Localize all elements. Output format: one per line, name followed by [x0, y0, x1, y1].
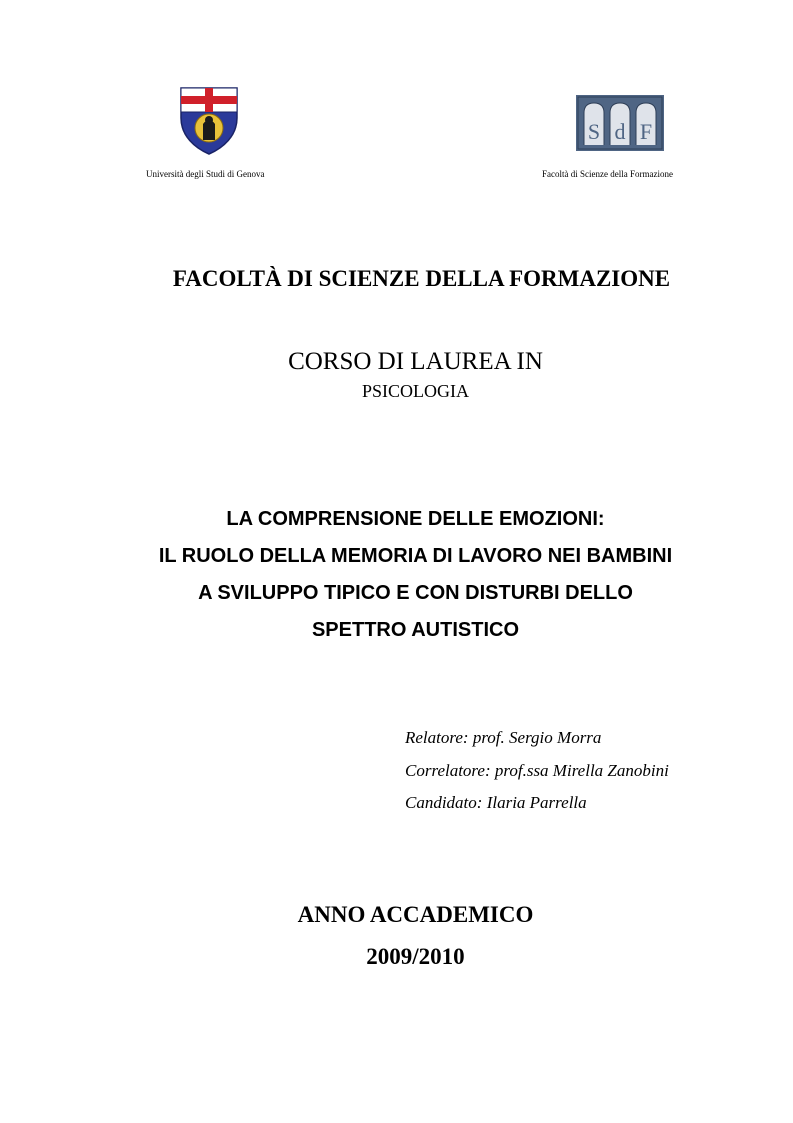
academic-year-value: 2009/2010: [366, 944, 465, 969]
course-title: CORSO DI LAUREA IN: [288, 348, 543, 375]
thesis-title-line: IL RUOLO DELLA MEMORIA DI LAVORO NEI BAMBINI: [158, 545, 673, 567]
svg-text:d: d: [614, 119, 626, 144]
svg-text:F: F: [639, 119, 653, 144]
thesis-title-line: LA COMPRENSIONE DELLE EMOZIONI:: [226, 508, 605, 530]
course-major: PSICOLOGIA: [361, 381, 469, 401]
sdf-faculty-logo-icon: [576, 95, 664, 151]
credits-block: [405, 722, 669, 820]
academic-year-label: ANNO ACCADEMICO: [297, 902, 534, 927]
svg-text:S: S: [587, 119, 601, 144]
correlatore-line: Correlatore: prof.ssa Mirella Zanobini: [405, 760, 669, 780]
candidato-line: Candidato: Ilaria Parrella: [405, 793, 587, 812]
relatore-line: Relatore: prof. Sergio Morra: [405, 728, 602, 747]
university-caption: Università degli Studi di Genova: [146, 169, 265, 179]
faculty-heading: FACOLTÀ DI SCIENZE DELLA FORMAZIONE: [172, 266, 671, 291]
thesis-title-line: A SVILUPPO TIPICO E CON DISTURBI DELLO: [198, 582, 633, 604]
faculty-caption: Facoltà di Scienze della Formazione: [542, 169, 673, 179]
thesis-title: [0, 501, 793, 649]
thesis-title-line: SPETTRO AUTISTICO: [311, 619, 520, 641]
university-crest-icon: [178, 84, 240, 156]
